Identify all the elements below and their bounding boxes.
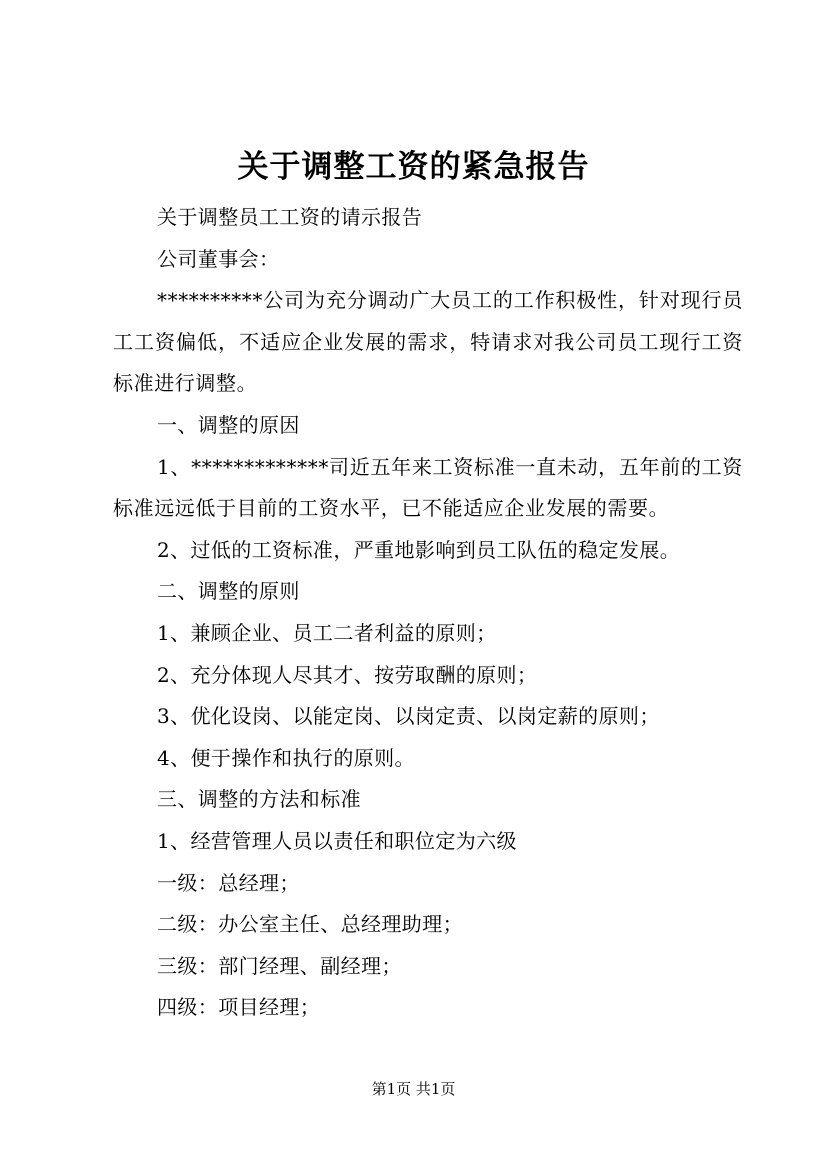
principle-item-3: 3、优化设岗、以能定岗、以岗定责、以岗定薪的原则； <box>157 704 660 729</box>
section-heading-methods: 三、调整的方法和标准 <box>157 787 361 812</box>
level-4-line: 四级：项目经理； <box>157 995 321 1020</box>
section-heading-reasons: 一、调整的原因 <box>157 412 300 437</box>
document-title: 关于调整工资的紧急报告 <box>237 149 590 185</box>
reason-item-2: 2、过低的工资标准，严重地影响到员工队伍的稳定发展。 <box>157 537 681 562</box>
addressee-line: 公司董事会： <box>157 246 280 271</box>
subtitle-line: 关于调整员工工资的请示报告 <box>157 205 423 229</box>
reason-paragraph-1: 1、*************司近五年来工资标准一直未动，五年前的工资标准远远低于目前的工资水平，已不能适应企业发展的需要。 <box>113 454 743 521</box>
level-3-line: 三级：部门经理、副经理； <box>157 953 402 978</box>
level-1-line: 一级：总经理； <box>157 870 300 895</box>
principle-item-1: 1、兼顾企业、员工二者利益的原则； <box>157 620 497 645</box>
document-body <box>113 197 743 1029</box>
page-number: 第1页 共1页 <box>371 1080 456 1098</box>
intro-paragraph: **********公司为充分调动广大员工的工作积极性，针对现行员工工资偏低，不适应企业发展的需求，特请求对我公司员工现行工资标准进行调整。 <box>113 288 743 396</box>
level-2-line: 二级：办公室主任、总经理助理； <box>157 912 463 937</box>
section-heading-principles: 二、调整的原则 <box>157 579 300 604</box>
principle-item-4: 4、便于操作和执行的原则。 <box>157 745 415 770</box>
principle-item-2: 2、充分体现人尽其才、按劳取酬的原则； <box>157 662 538 687</box>
method-item-1: 1、经营管理人员以责任和职位定为六级 <box>157 828 517 853</box>
